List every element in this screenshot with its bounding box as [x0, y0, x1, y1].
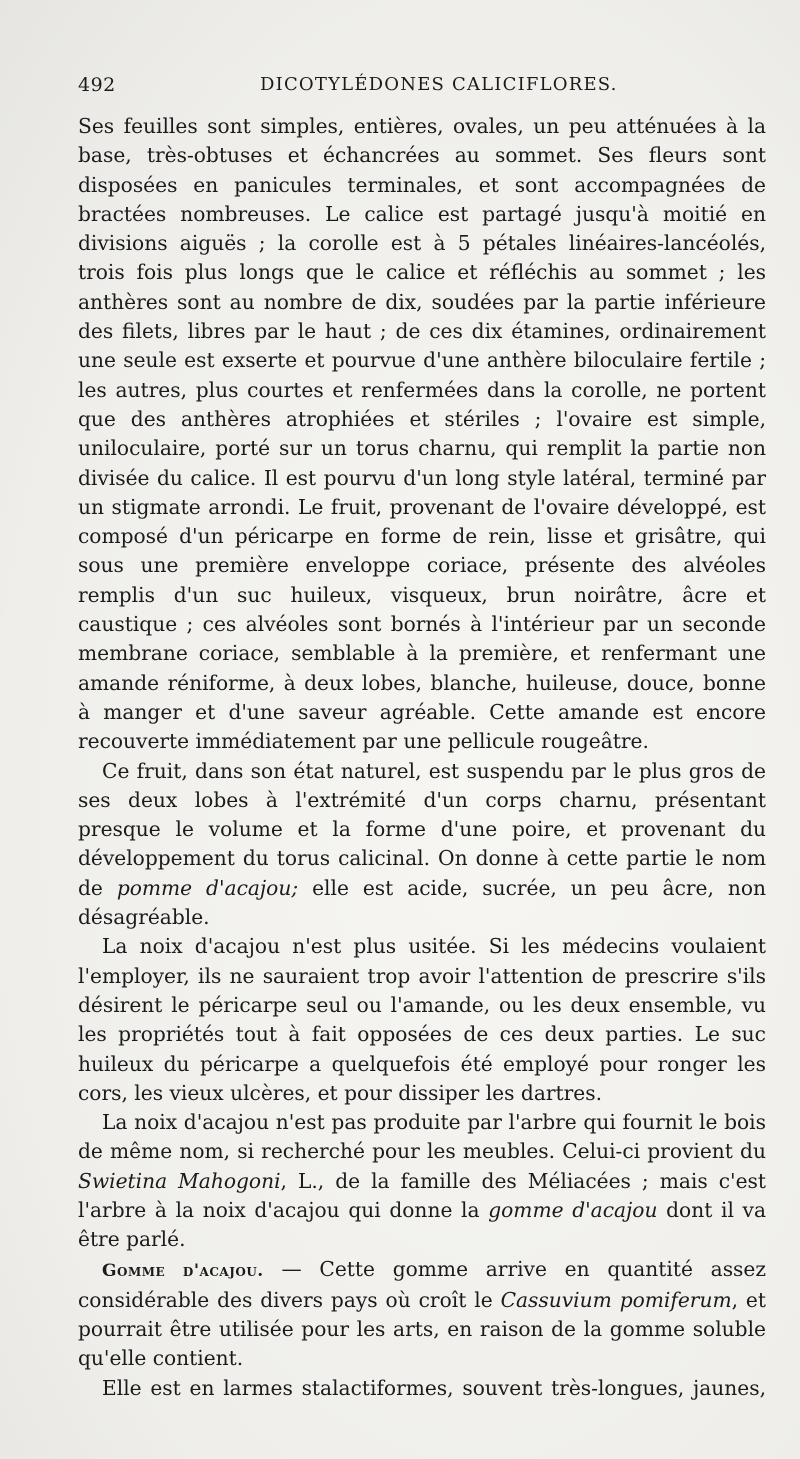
running-head: DICOTYLÉDONES CALICIFLORES.	[260, 74, 618, 95]
section-heading: Gomme d'acajou.	[102, 1260, 264, 1281]
text-run: — Cette gomme arrive en quantité assez considérable des divers pays où croît le	[78, 1256, 766, 1312]
italic-term: gomme d'acajou	[488, 1197, 658, 1222]
text-run: Ce fruit, dans son état naturel, est suspendu par le plus gros de ses deux lobes à l'extrémité d'un corps charnu, présentant presque le volume et la forme d'une poire, et provenant du développement du torus calicinal. On donne à cette partie le nom de	[78, 758, 766, 900]
page-number: 492	[78, 74, 116, 96]
paragraph-gum	[78, 1255, 766, 1374]
text-run: elle est acide, sucrée, un peu âcre, non désagréable.	[78, 875, 766, 930]
text-run: , et pourrait être utilisée pour les arts, en raison de la gomme soluble qu'elle contient.	[78, 1287, 766, 1371]
paragraph-origin	[78, 1108, 766, 1254]
italic-term: pomme d'acajou;	[116, 875, 299, 900]
paragraph-fruit	[78, 757, 766, 933]
body-text	[78, 112, 766, 1403]
page-header	[78, 74, 778, 104]
italic-term: Swietina Mahogoni	[78, 1168, 281, 1193]
paragraph-description: Ses feuilles sont simples, entières, ovales, un peu atténuées à la base, très-obtuses et échancrées au sommet. Ses fleurs sont disposées en panicules terminales, et sont accompagnées de bractées nombreuses. Le calice est partagé jusqu'à moitié en divisions aiguës ; la corolle est à 5 pétales linéaires-lancéolés, trois fois plus longs que le calice et réfléchis au sommet ; les anthères sont au nombre de dix, soudées par la partie inférieure des filets, libres par le haut ; de ces dix étamines, ordinairement une seule est exserte et pourvue d'une anthère biloculaire fertile ; les autres, plus courtes et renfermées dans la corolle, ne portent que des anthères atrophiées et stériles ; l'ovaire est simple, uniloculaire, porté sur un torus charnu, qui remplit la partie non divisée du calice. Il est pourvu d'un long style latéral, terminé par un stigmate arrondi. Le fruit, provenant de l'ovaire développé, est composé d'un péricarpe en forme de rein, lisse et grisâtre, qui sous une première enveloppe coriace, présente des alvéoles remplis d'un suc huileux, visqueux, brun noirâtre, âcre et caustique ; ces alvéoles sont bornés à l'intérieur par un seconde membrane coriace, semblable à la première, et renfermant une amande réniforme, à deux lobes, blanche, huileuse, douce, bonne à manger et d'une saveur agréable. Cette amande est encore recouverte immédiatement par une pellicule rougeâtre.	[78, 114, 766, 754]
paragraph-gum-description: Elle est en larmes stalactiformes, souvent très-longues, jaunes,	[102, 1375, 766, 1400]
text-run: La noix d'acajou n'est pas produite par l'arbre qui fournit le bois de même nom, si recherché pour les meubles. Celui-ci provient du	[78, 1110, 766, 1164]
paragraph-usage: La noix d'acajou n'est plus usitée. Si les médecins voulaient l'employer, ils ne sauraient trop avoir l'attention de prescrire s'ils désirent le péricarpe seul ou l'amande, ou les deux ensemble, vu les propriétés tout à fait opposées de ces deux parties. Le suc huileux du péricarpe a quelquefois été employé pour ronger les cors, les vieux ulcères, et pour dissiper les dartres.	[78, 934, 766, 1105]
text-run: dont il va être parlé.	[78, 1197, 767, 1252]
italic-term: Cassuvium pomiferum	[500, 1287, 732, 1312]
text-run: , L., de la famille des Méliacées ; mais c'est l'arbre à la noix d'acajou qui donne la	[78, 1168, 766, 1222]
